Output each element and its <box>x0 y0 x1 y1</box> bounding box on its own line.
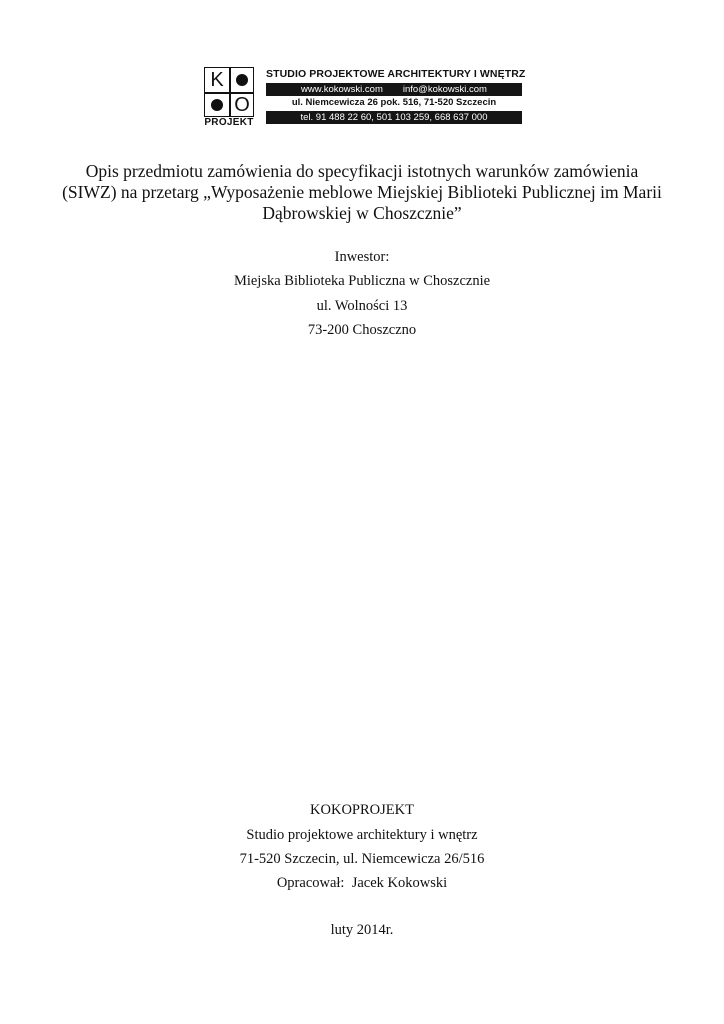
document-title <box>60 161 664 224</box>
author-description: Studio projektowe architektury i wnętrz <box>246 827 478 843</box>
investor-heading: Inwestor: <box>334 249 390 265</box>
author-address: 71-520 Szczecin, ul. Niemcewicza 26/516 <box>239 851 485 867</box>
investor-name: Miejska Biblioteka Publiczna w Choszcznie <box>233 273 491 289</box>
investor-city: 73-200 Choszczno <box>307 322 417 338</box>
title-line: (SIWZ) na przetarg „Wyposażenie meblowe Miejskiej Biblioteki Publicznej im Marii <box>62 182 662 202</box>
title-line: Opis przedmiotu zamówienia do specyfikacji istotnych warunków zamówienia <box>85 161 639 181</box>
author-company: KOKOPROJEKT <box>310 802 414 818</box>
kokoprojekt-logo <box>204 67 254 117</box>
prepared-by: Opracował: Jacek Kokowski <box>276 875 448 891</box>
phone-bar: tel. 91 488 22 60, 501 103 259, 668 637 000 <box>266 111 522 124</box>
studio-contact-block <box>266 67 526 124</box>
email-link[interactable]: info@kokowski.com <box>402 84 487 95</box>
logo-word: PROJEKT <box>204 117 254 128</box>
logo-letter-k: K <box>210 69 224 91</box>
investor-street: ul. Wolności 13 <box>316 298 408 314</box>
document-date: luty 2014r. <box>330 922 394 938</box>
logo-dot-icon <box>211 99 223 111</box>
logo-letter-o: O <box>234 94 250 116</box>
studio-name: STUDIO PROJEKTOWE ARCHITEKTURY I WNĘTRZ <box>266 68 526 80</box>
studio-address: ul. Niemcewicza 26 pok. 516, 71-520 Szczecin <box>291 97 497 108</box>
title-line: Dąbrowskiej w Choszcznie” <box>262 203 462 223</box>
web-contact-bar <box>266 83 522 96</box>
website-link[interactable]: www.kokowski.com <box>301 84 383 95</box>
logo-dot-icon <box>236 74 248 86</box>
